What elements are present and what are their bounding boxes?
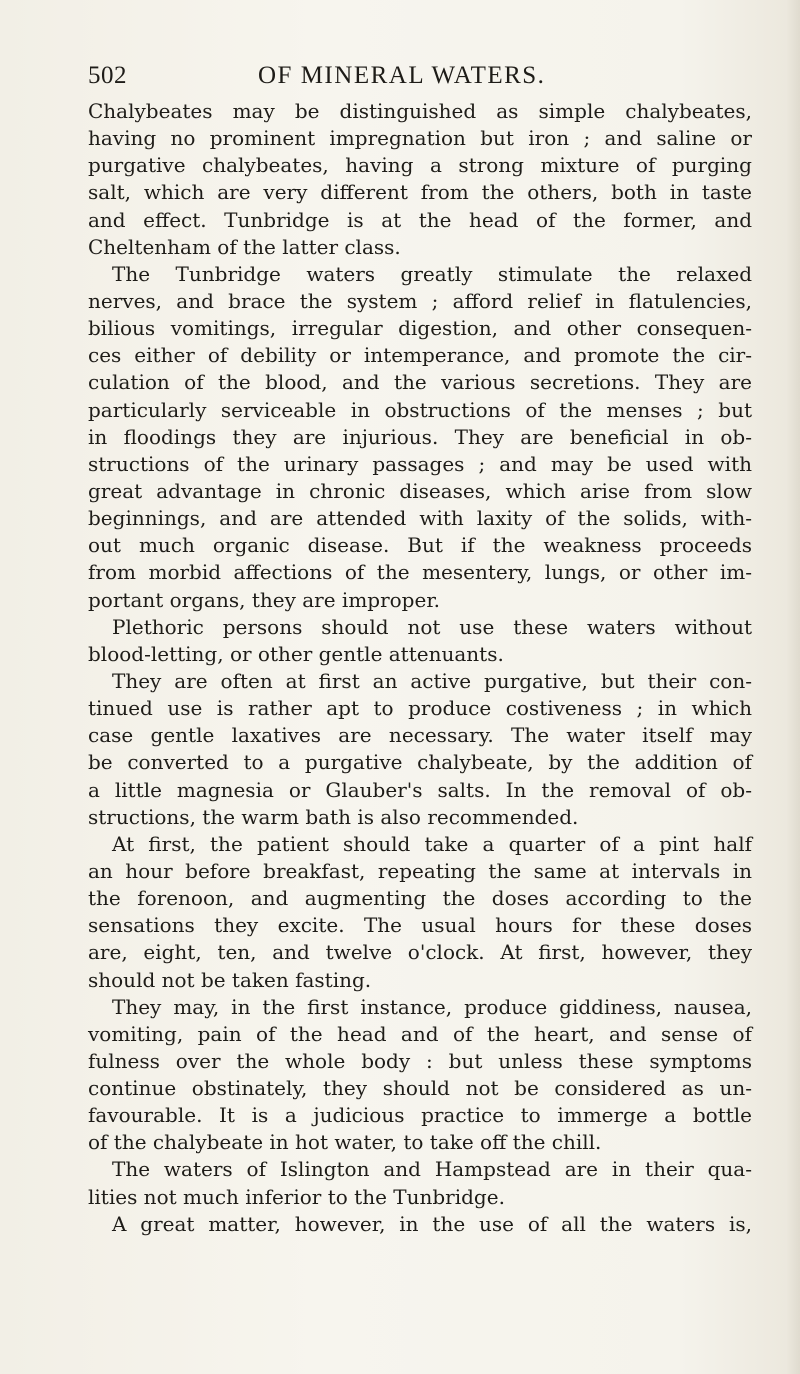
text-line: are, eight, ten, and twelve o'clock. At first, however, they [88,940,752,965]
text-line: the forenoon, and augmenting the doses according to the [88,886,752,911]
page-number: 502 [88,62,127,89]
text-line: lities not much inferior to the Tunbridge. [88,1184,505,1209]
text-line: culation of the blood, and the various secretions. They are [88,370,752,395]
text-line: They may, in the first instance, produce giddiness, nausea, [112,994,752,1019]
text-line: purgative chalybeates, having a strong mixture of purging [88,153,752,178]
text-line: The waters of Islington and Hampstead are in their qua- [112,1157,752,1182]
text-line: an hour before breakfast, repeating the same at intervals in [88,858,752,883]
text-line: structions, the warm bath is also recommended. [88,804,579,829]
text-line: Chalybeates may be distinguished as simple chalybeates, [88,99,752,123]
text-line: structions of the urinary passages ; and may be used with [88,451,752,476]
text-line: a little magnesia or Glauber's salts. In the removal of ob- [88,777,752,802]
text-line: fulness over the whole body : but unless these symptoms [88,1048,752,1073]
text-line: At first, the patient should take a quarter of a pint half [112,831,752,856]
text-line: and effect. Tunbridge is at the head of the former, and [88,207,752,232]
text-line: portant organs, they are improper. [88,587,441,612]
body-text [88,98,752,1238]
text-line: favourable. It is a judicious practice to immerge a bottle [88,1103,752,1128]
text-line: Cheltenham of the latter class. [88,234,401,259]
text-line: great advantage in chronic diseases, which arise from slow [88,478,752,503]
text-line: case gentle laxatives are necessary. The water itself may [88,723,752,748]
text-line: The Tunbridge waters greatly stimulate the relaxed [112,261,752,286]
text-line: A great matter, however, in the use of all the waters is, [112,1211,752,1236]
text-line: out much organic disease. But if the weakness proceeds [88,533,752,558]
text-line: ces either of debility or intemperance, and promote the cir- [88,343,752,368]
text-line: from morbid affections of the mesentery, lungs, or other im- [88,560,752,585]
running-title: OF MINERAL WATERS. [258,62,546,89]
text-line: tinued use is rather apt to produce costiveness ; in which [88,696,752,721]
text-line: salt, which are very different from the others, both in taste [88,180,752,205]
running-head [88,62,748,96]
text-line: beginnings, and are attended with laxity of the solids, with- [88,506,752,531]
text-line: continue obstinately, they should not be considered as un- [88,1076,752,1101]
text-line: of the chalybeate in hot water, to take off the chill. [88,1130,602,1155]
text-line: nerves, and brace the system ; afford relief in flatulencies, [88,288,752,313]
text-line: bilious vomitings, irregular digestion, and other consequen- [88,316,752,341]
text-line: They are often at first an active purgative, but their con- [112,668,752,693]
text-line: having no prominent impregnation but iron ; and saline or [88,126,752,151]
text-line: Plethoric persons should not use these waters without [112,614,752,639]
text-line: blood-letting, or other gentle attenuants. [88,641,504,666]
text-line: sensations they excite. The usual hours for these doses [88,913,752,938]
text-line: particularly serviceable in obstructions of the menses ; but [88,397,752,422]
text-line: should not be taken fasting. [88,967,372,992]
text-line: vomiting, pain of the head and of the heart, and sense of [88,1021,752,1046]
text-line: be converted to a purgative chalybeate, by the addition of [88,750,752,775]
page-edge-shadow [786,0,800,1374]
text-line: in floodings they are injurious. They are beneficial in ob- [88,424,752,449]
